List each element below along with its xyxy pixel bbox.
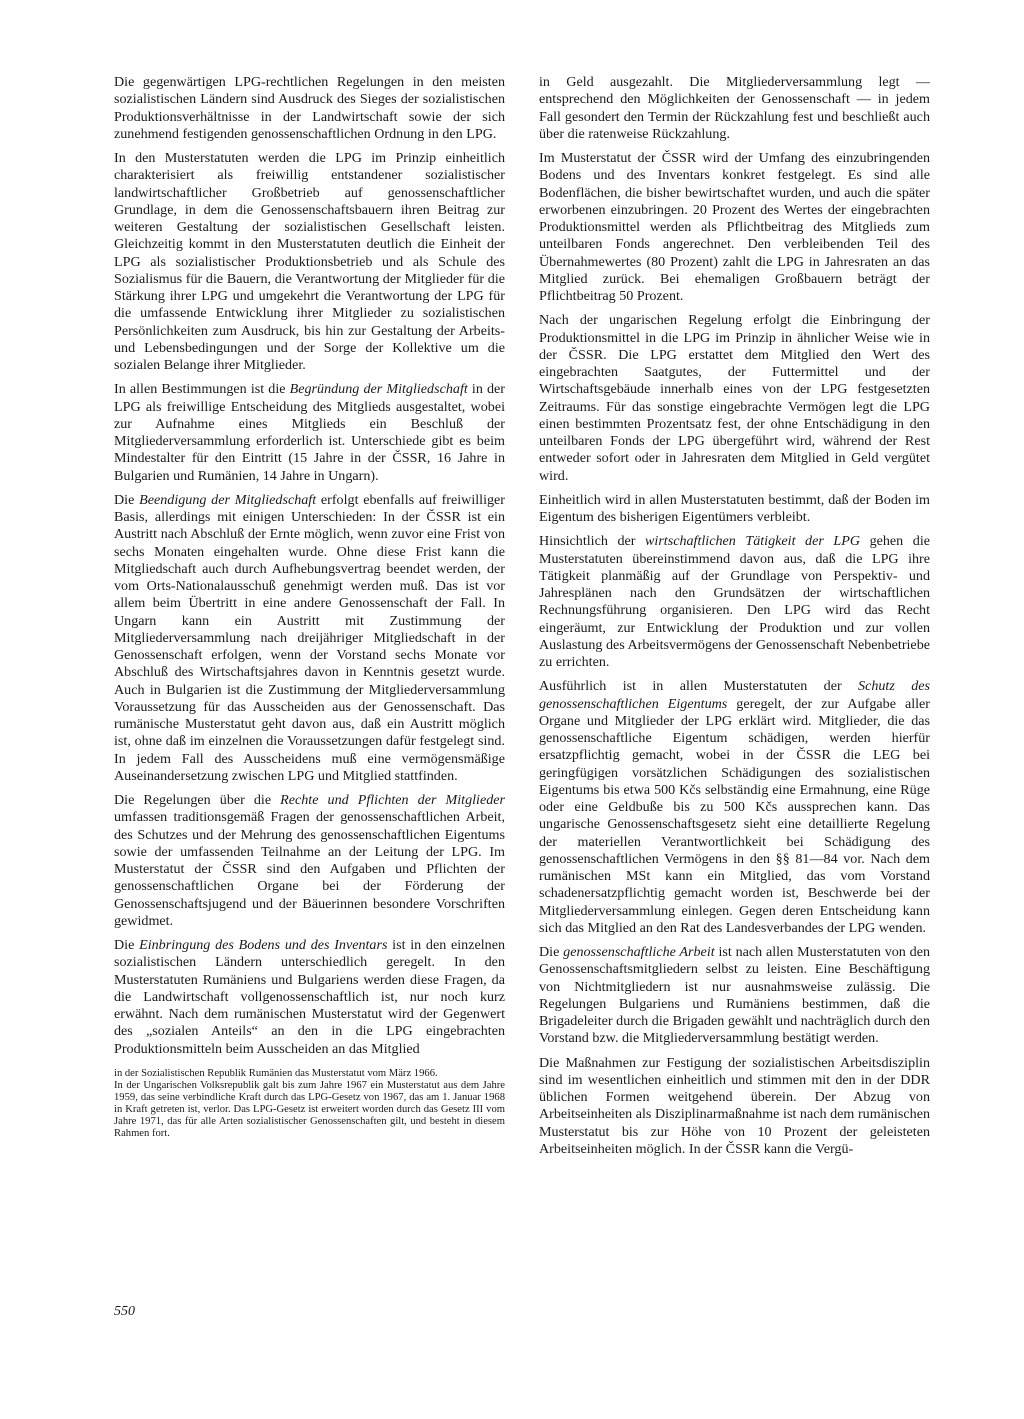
emphasis: Beendigung der Mitgliedschaft: [139, 491, 317, 508]
text-run: Die: [114, 491, 140, 508]
emphasis: Begründung der Mitgliedschaft: [289, 381, 468, 398]
paragraph: [114, 792, 505, 930]
paragraph: [114, 492, 505, 785]
paragraph: [114, 381, 505, 485]
right-column: [539, 74, 930, 1165]
text-run: umfassen traditionsgemäß Fragen der genossenschaftlichen Arbeit, des Schutzes und der Mehrung des genossenschaftlichen Eigentums sowie der umfassenden Teilnahme an der Leitung der LPG. Im Musterstatut der ČSSR sind den Aufgaben und Pflichten der genossenschaftlichen Organe bei der Förderung der Genossenschaftsjugend und der Bäuerinnen besondere Vorschriften gewidmet.: [114, 809, 505, 929]
emphasis: genossenschaftliche Arbeit: [563, 944, 715, 960]
text-run: geregelt, der zur Aufgabe aller Organe und Mitglieder der LPG erklärt wird. Mitglieder, die das genossenschaftliche Eigentum schädigen, werden hierfür ersatzpflichtig gemacht, wobei in der ČSSR die LEG bei geringfügigen vorsätzlichen Schädigungen des sozialistischen Eigentums bis etwa 500 Kčs selbständig eine Ermahnung, eine Rüge oder eine Geldbuße bis zu 500 Kčs aussprechen kann. Das ungarische Genossenschaftsgesetz sieht eine detaillierte Regelung der materiellen Verantwortlichkeit bei Schädigung des genossenschaftlichen Vermögens in den §§ 81—84 vor. Nach dem rumänischen MSt kann ein Mitglied, das vom Vorstand schadenersatzpflichtig gemacht worden ist, Beschwerde bei der Mitgliederversammlung einlegen. Gegen deren Entscheidung kann sich das Mitglied an den Rat des Landesverbandes der LPG wenden.: [539, 695, 930, 936]
text-run: Die: [539, 944, 564, 960]
footnote: In der Ungarischen Volksrepublik galt bis zum Jahre 1967 ein Musterstatut aus dem Jahre 1959, das seine verbindliche Kraft durch das LPG-Gesetz von 1967, das am 1. Januar 1968 in Kraft getreten ist, verlor. Das LPG-Gesetz ist erweitert worden durch das Gesetz III vom Jahre 1971, das für alle Arten sozialistischer Genossenschaften gilt, und besteht in diesem Rahmen fort.: [114, 1079, 505, 1140]
paragraph: [539, 678, 930, 937]
paragraph: [539, 944, 930, 1048]
text-run: ist nach allen Musterstatuten von den Genossenschaftsmitgliedern selbst zu leisten. Eine Beschäftigung von Nichtmitgliedern ist nur ausnahmsweise zulässig. Die Regelungen Bulgariens und Rumäniens bestimmen, daß die Brigadeleiter durch die Brigaden gewählt und nachträglich durch den Vorstand bzw. die Mitgliederversammlung bestätigt werden.: [539, 944, 931, 1047]
paragraph: [114, 937, 505, 1058]
emphasis: Einbringung des Bodens und des Inventars: [139, 937, 388, 953]
paragraph: Die Maßnahmen zur Festigung der sozialistischen Arbeitsdisziplin sind im wesentlichen einheitlich und stimmen mit den in der DDR üblichen Formen weitgehend überein. Der Abzug von Arbeitseinheiten als Disziplinarmaßnahme ist nach dem rumänischen Musterstatut bis zur Höhe von 10 Prozent der geleisteten Arbeitseinheiten möglich. In der ČSSR kann die Vergü-: [539, 1054, 930, 1157]
footnote: in der Sozialistischen Republik Rumänien das Musterstatut vom März 1966.: [114, 1067, 438, 1079]
left-column: [114, 74, 505, 1140]
text-run: Hinsichtlich der: [539, 533, 645, 550]
paragraph: Einheitlich wird in allen Musterstatuten bestimmt, daß der Boden im Eigentum des bisherigen Eigentümers verbleibt.: [539, 491, 930, 525]
paragraph: Die gegenwärtigen LPG-rechtlichen Regelungen in den meisten sozialistischen Ländern sind Ausdruck des Sieges der sozialistischen Produktionsverhältnisse in der Landwirtschaft sowie der sich zunehmend festigenden genossenschaftlichen Ordnung in den LPG.: [114, 74, 505, 142]
text-run: Ausführlich ist in allen Musterstatuten der: [539, 678, 859, 695]
paragraph: In den Musterstatuten werden die LPG im Prinzip einheitlich charakterisiert als freiwillig entstandener sozialistischer landwirtschaftlicher Großbetrieb auf genossenschaftlicher Grundlage, in dem die Genossenschaftsbauern ihren Beitrag zur weiteren Gestaltung der sozialistischen Gesellschaft leisten. Gleichzeitig kommt in den Musterstatuten deutlich die Einheit der LPG als sozialistischer Produktionsbetrieb und als Schule des Sozialismus für die Bauern, die Verantwortung der Mitglieder für die Stärkung ihrer LPG und umgekehrt die Verantwortung der LPG für die umfassende Entwicklung ihrer Mitglieder zu sozialistischen Persönlichkeiten zum Ausdruck, bis hin zur Gestaltung der Arbeits- und Lebensbedingungen und der Sorge der Kollektive um die sozialen Belange ihrer Mitglieder.: [114, 150, 505, 373]
text-run: gehen die Musterstatuten übereinstimmend davon aus, daß die LPG ihre Tätigkeit planmäßig auf der Grundlage von Perspektiv- und Jahresplänen nach den Grundsätzen der wirtschaftlichen Rechnungsführung organisieren. Den LPG wird das Recht eingeräumt, zur Entwicklung der Produktion und zur vollen Auslastung des Arbeitsvermögens der Genossenschaft Nebenbetriebe zu errichten.: [539, 533, 930, 670]
text-run: Die Regelungen über die: [114, 792, 281, 808]
emphasis: wirtschaftlichen Tätigkeit der LPG: [645, 533, 861, 550]
paragraph: Im Musterstatut der ČSSR wird der Umfang des einzubringenden Bodens und des Inventars konkret festgelegt. Es sind alle Bodenflächen, die bisher bewirtschaftet wurden, und auch die später erworbenen einzubringen. 20 Prozent des Wertes der eingebrachten Produktionsmittel werden als Pflichtbeitrag des Mitglieds zum unteilbaren Fonds angerechnet. Den verbleibenden Teil des Übernahmewertes (80 Prozent) zahlt die LPG in Jahresraten an das Mitglied zurück. Bei ehemaligen Großbauern beträgt der Pflichtbeitrag 50 Prozent.: [539, 150, 930, 304]
paragraph: in Geld ausgezahlt. Die Mitgliederversammlung legt — entsprechend den Möglichkeiten der Genossenschaft — in jedem Fall gesondert den Termin der Rückzahlung fest und beschließt auch über die ratenweise Rückzahlung.: [539, 74, 930, 142]
emphasis: Rechte und Pflichten der Mitglieder: [280, 792, 505, 808]
page-number: 550: [114, 1304, 135, 1319]
text-run: Die: [114, 937, 140, 953]
text-run: in der LPG als freiwillige Entscheidung des Mitglieds ausgestaltet, wobei zur Aufnahme eines Mitglieds ein Beschluß der Mitgliederversammlung erforderlich ist. Unterschiede gibt es beim Mindestalter für den Eintritt (15 Jahre in der ČSSR, 16 Jahre in Bulgarien und Rumänien, 14 Jahre in Ungarn).: [114, 381, 505, 484]
text-run: erfolgt ebenfalls auf freiwilliger Basis, allerdings mit einigen Unterschieden: In der ČSSR ist ein Austritt nach Abschluß der Ernte möglich, wenn zuvor eine Frist von sechs Monaten eingehalten wurde. Ohne diese Frist kann die Mitgliedschaft auch durch Aufhebungsvertrag beendet werden, der vom Orts-Nationalausschuß genehmigt werden muß. Das ist vor allem beim Übertritt in eine andere Genossenschaft der Fall. In Ungarn kann ein Austritt mit Zustimmung der Mitgliederversammlung nach dreijähriger Mitgliedschaft in der Genossenschaft erfolgen, wenn der Vorstand sechs Monate vor Abschluß des Wirtschaftsjahres davon in Kenntnis gesetzt wurde. Auch in Bulgarien ist die Zustimmung der Mitgliederversammlung Voraussetzung für das Ausscheiden aus der Genossenschaft. Das rumänische Musterstatut geht davon aus, daß ein Austritt möglich ist, ohne daß im einzelnen die Voraussetzungen dafür festgelegt sind. In jedem Fall des Ausscheidens muß eine vermögensmäßige Auseinandersetzung zwischen LPG und Mitglied stattfinden.: [114, 491, 506, 784]
emphasis: Schutz des genossenschaftlichen Eigentums: [539, 678, 930, 712]
text-run: In allen Bestimmungen ist die: [114, 381, 290, 398]
paragraph: Nach der ungarischen Regelung erfolgt die Einbringung der Produktionsmittel in die LPG im Prinzip in ähnlicher Weise wie in der ČSSR. Die LPG erstattet dem Mitglied den Wert des eingebrachten Saatgutes, der Futtermittel und der Wirtschaftsgebäude innerhalb eines von der LPG festgesetzten Zeitraums. Für das sonstige eingebrachte Vermögen legt die LPG einen bestimmten Prozentsatz fest, der ohne Entschädigung in den unteilbaren Fonds der LPG übergeführt wird, während der Rest entweder sofort oder in Jahresraten dem Mitglied in Geld vergütet wird.: [539, 312, 930, 484]
paragraph: [539, 533, 930, 671]
footnotes: [114, 1068, 505, 1141]
text-run: ist in den einzelnen sozialistischen Ländern unterschiedlich geregelt. In den Musterstatuten Rumäniens und Bulgariens werden diese Fragen, da die Landwirtschaft vollgenossenschaftlich ist, nur noch kurz erwähnt. Nach dem rumänischen Musterstatut wird der Gegenwert des „sozialen Anteils“ an den in die LPG eingebrachten Produktionsmitteln beim Ausscheiden an das Mitglied: [114, 937, 506, 1057]
